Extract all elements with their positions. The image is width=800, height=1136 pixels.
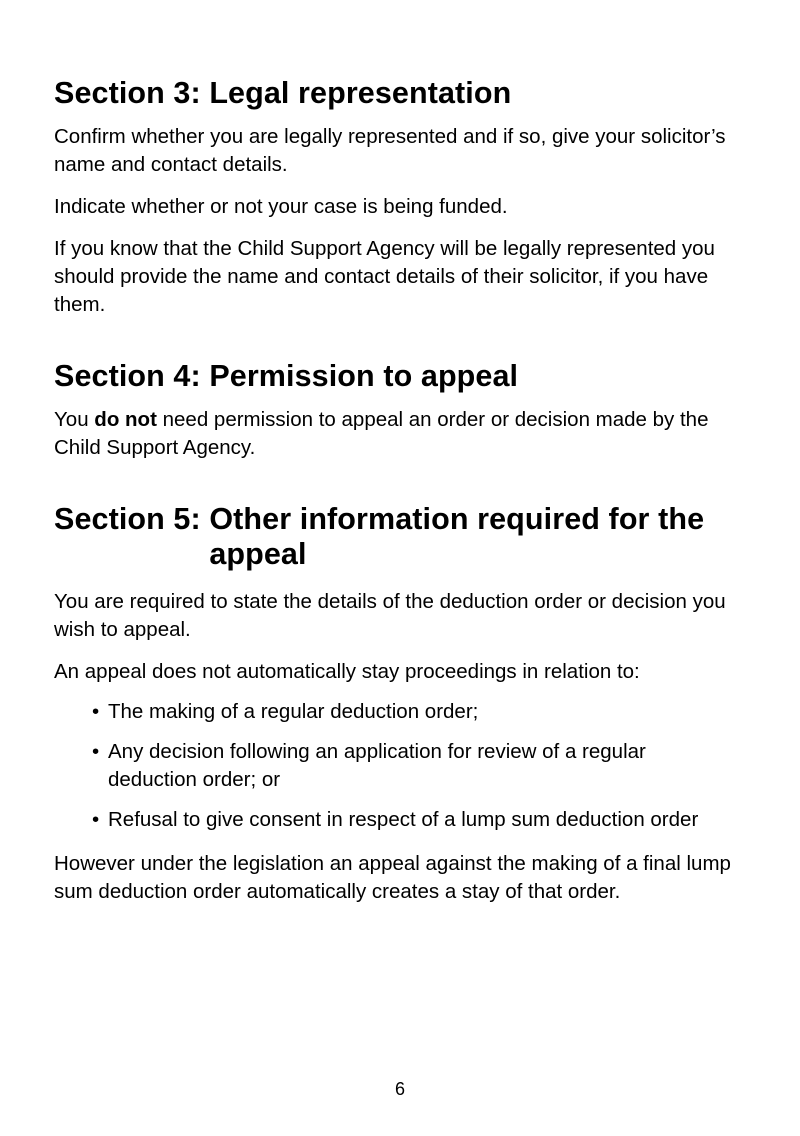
section-5-heading [54, 502, 734, 572]
section-other-information [54, 502, 734, 906]
section-4-text-after: need permission to appeal an order or decision made by the Child Support Agency. [54, 408, 709, 459]
section-5-paragraph-2: An appeal does not automatically stay proceedings in relation to: [54, 660, 640, 683]
bullet-icon: • [92, 808, 100, 831]
section-3-heading: Section 3: Legal representation [54, 76, 512, 110]
list-item-text: The making of a regular deduction order; [108, 700, 479, 723]
bullet-icon: • [92, 740, 100, 763]
section-4-emphasis: do not [94, 408, 157, 431]
section-legal-representation [54, 76, 734, 319]
list-item-text: Any decision following an application for review of a regular deduction order; or [108, 740, 646, 791]
list-item-text: Refusal to give consent in respect of a lump sum deduction order [108, 808, 699, 831]
stay-proceedings-list [54, 698, 734, 834]
section-3-paragraph-3: If you know that the Child Support Agency will be legally represented you should provide the name and contact details of their solicitor, if you have them. [54, 237, 715, 316]
document-page [54, 76, 734, 906]
section-5-heading-number: Section 5: [54, 502, 210, 536]
list-item [92, 738, 734, 794]
section-4-paragraph [54, 406, 734, 462]
bullet-icon: • [92, 700, 100, 723]
section-5-closing-paragraph: However under the legislation an appeal against the making of a final lump sum deduction order automatically creates a stay of that order. [54, 852, 731, 903]
page-number: 6 [394, 1079, 405, 1099]
list-item [92, 698, 734, 726]
section-3-paragraph-2: Indicate whether or not your case is being funded. [54, 195, 508, 218]
section-5-heading-text: Other information required for the appeal [209, 502, 705, 571]
section-5-paragraph-1: You are required to state the details of the deduction order or decision you wish to appeal. [54, 590, 726, 641]
section-4-text-before: You [54, 408, 95, 431]
section-permission-to-appeal [54, 359, 734, 462]
section-4-heading: Section 4: Permission to appeal [54, 359, 519, 393]
section-3-paragraph-1: Confirm whether you are legally represented and if so, give your solicitor’s name and contact details. [54, 125, 726, 176]
list-item [92, 806, 734, 834]
